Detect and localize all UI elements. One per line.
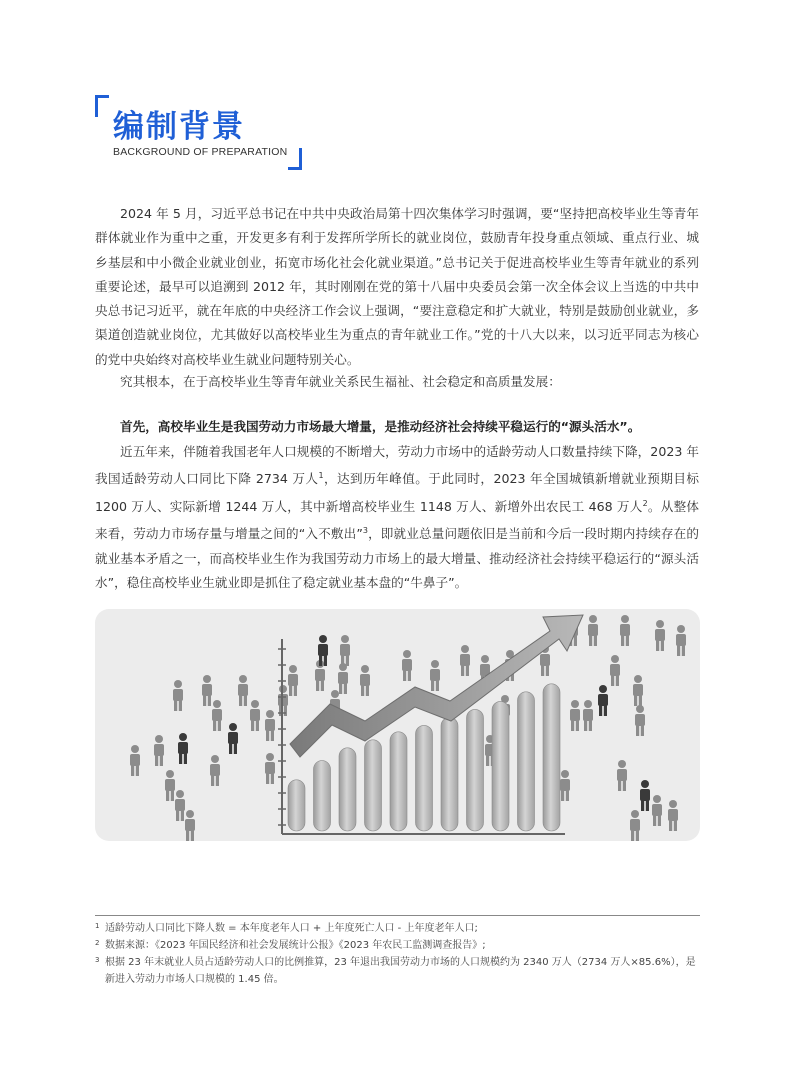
person-figure xyxy=(130,745,140,776)
person-figure xyxy=(338,663,348,694)
crowd-people xyxy=(130,615,686,841)
person-figure xyxy=(610,655,620,686)
chart-bar xyxy=(339,748,356,831)
footnote-3-text: 根据 23 年末就业人员占适龄劳动人口的比例推算，23 年退出我国劳动力市场的人口规模约为 2340 万人（2734 万人×85.6%），是新进入劳动力市场人口规模的 1.45 倍。 xyxy=(105,957,696,985)
person-figure xyxy=(570,700,580,731)
person-figure xyxy=(598,685,608,716)
paragraph-labor-market-part-b: ，达到历年峰值。于此同时，2023 年全国城镇新增就业预期目标 1200 万人、实际新增 1244 万人，其中新增高校毕业生 1148 万人、新增外出农民工 468 万人 xyxy=(95,471,699,514)
person-figure xyxy=(210,755,220,786)
illustration-svg xyxy=(95,609,700,841)
person-figure xyxy=(154,735,164,766)
person-figure xyxy=(630,810,640,841)
person-figure xyxy=(460,645,470,676)
person-figure xyxy=(588,615,598,646)
footnote-3-number: 3 xyxy=(95,956,100,964)
chart-bar xyxy=(390,732,407,831)
person-figure xyxy=(265,753,275,784)
person-figure xyxy=(635,705,645,736)
paragraph-labor-market-part-a: 近五年来，伴随着我国老年人口规模的不断增大，劳动力市场中的适龄劳动人口数量持续下降，2023 年我国适龄劳动人口同比下降 2734 万人 xyxy=(95,444,699,487)
chart-bar xyxy=(288,780,305,831)
person-figure xyxy=(175,790,185,821)
person-figure xyxy=(250,700,260,731)
chart-bar xyxy=(518,692,535,831)
footnote-3 xyxy=(95,954,700,988)
footnote-ref-1[interactable]: 1 xyxy=(318,471,324,481)
person-figure xyxy=(238,675,248,706)
paragraph-labor-market xyxy=(95,440,699,595)
chart-bar xyxy=(441,717,458,831)
paragraph-intro: 2024 年 5 月，习近平总书记在中共中央政治局第十四次集体学习时强调，要“坚持把高校毕业生等青年群体就业作为重中之重，开发更多有利于发挥所学所长的就业岗位，鼓励青年投身重点领域、重点行业、城乡基层和中小微企业就业创业，拓宽市场化社会化就业渠道。”总书记关于促进高校毕业生等青年就业的系列重要论述，最早可以追溯到 2012 年，其时刚刚在党的第十八届中央委员会第一次全体会议上当选的中共中央总书记习近平，就在年底的中央经济工作会议上强调，“要注意稳定和扩大就业，特别是鼓励创业就业，多渠道创造就业岗位，尤其做好以高校毕业生为重点的青年就业工作。”党的十八大以来，以习近平同志为核心的党中央始终对高校毕业生就业问题特别关心。 xyxy=(95,206,699,367)
page-title: 编制背景 xyxy=(113,109,245,145)
corner-bracket-top-left-vertical xyxy=(95,95,98,117)
footnote-ref-3[interactable]: 3 xyxy=(362,526,368,536)
person-figure xyxy=(652,795,662,826)
person-figure xyxy=(430,660,440,691)
corner-bracket-top-left-horizontal xyxy=(95,95,109,98)
footnote-1 xyxy=(95,920,700,937)
chart-bar xyxy=(365,740,382,831)
person-figure xyxy=(178,733,188,764)
person-figure xyxy=(165,770,175,801)
footnote-ref-2[interactable]: 2 xyxy=(642,498,648,508)
person-figure xyxy=(633,675,643,706)
chart-bar xyxy=(492,701,509,831)
person-figure xyxy=(617,760,627,791)
footnote-1-text: 适龄劳动人口同比下降人数 = 本年度老年人口 + 上年度死亡人口 - 上年度老年人口; xyxy=(105,923,478,934)
person-figure xyxy=(360,665,370,696)
chart-bar xyxy=(467,709,484,831)
paragraph-labor-market-part-c: 。从整体来看，劳动力市场存量与增量之间的“入不敷出” xyxy=(95,498,700,542)
chart-bar xyxy=(416,725,433,831)
paragraph-labor-market-part-d: ，即就业总量问题依旧是当前和今后一段时期内持续存在的就业基本矛盾之一，而高校毕业生作为我国劳动力市场上的最大增量、推动经济社会持续平稳运行的“源头活水”，稳住高校毕业生就业即是抓住了稳定就业基本盘的“牛鼻子”。 xyxy=(95,526,699,591)
person-figure xyxy=(655,620,665,651)
footnote-divider xyxy=(95,915,700,916)
footnote-2 xyxy=(95,937,700,954)
person-figure xyxy=(185,810,195,841)
person-figure xyxy=(173,680,183,711)
person-figure xyxy=(212,700,222,731)
footnote-2-number: 2 xyxy=(95,939,100,947)
person-figure xyxy=(340,635,350,666)
person-figure xyxy=(583,700,593,731)
person-figure xyxy=(402,650,412,681)
person-figure xyxy=(676,625,686,656)
footnote-2-text: 数据来源：《2023 年国民经济和社会发展统计公报》《2023 年农民工监测调查报告》; xyxy=(105,940,486,951)
person-figure xyxy=(202,675,212,706)
person-figure xyxy=(265,710,275,741)
paragraph-root-cause: 究其根本，在于高校毕业生等青年就业关系民生福祉、社会稳定和高质量发展： xyxy=(120,374,561,389)
footnote-1-number: 1 xyxy=(95,922,100,930)
person-figure xyxy=(560,770,570,801)
person-figure xyxy=(288,665,298,696)
page-subtitle: BACKGROUND OF PREPARATION xyxy=(113,146,288,158)
paragraph-first-point: 首先，高校毕业生是我国劳动力市场最大增量，是推动经济社会持续平稳运行的“源头活水”。 xyxy=(120,419,641,434)
chart-bar xyxy=(314,761,331,831)
person-figure xyxy=(620,615,630,646)
person-figure xyxy=(228,723,238,754)
chart-bar xyxy=(543,684,560,831)
corner-bracket-bottom-right-horizontal xyxy=(288,167,302,170)
person-figure xyxy=(640,780,650,811)
person-figure xyxy=(318,635,328,666)
illustration-growth-chart xyxy=(95,609,700,841)
person-figure xyxy=(668,800,678,831)
